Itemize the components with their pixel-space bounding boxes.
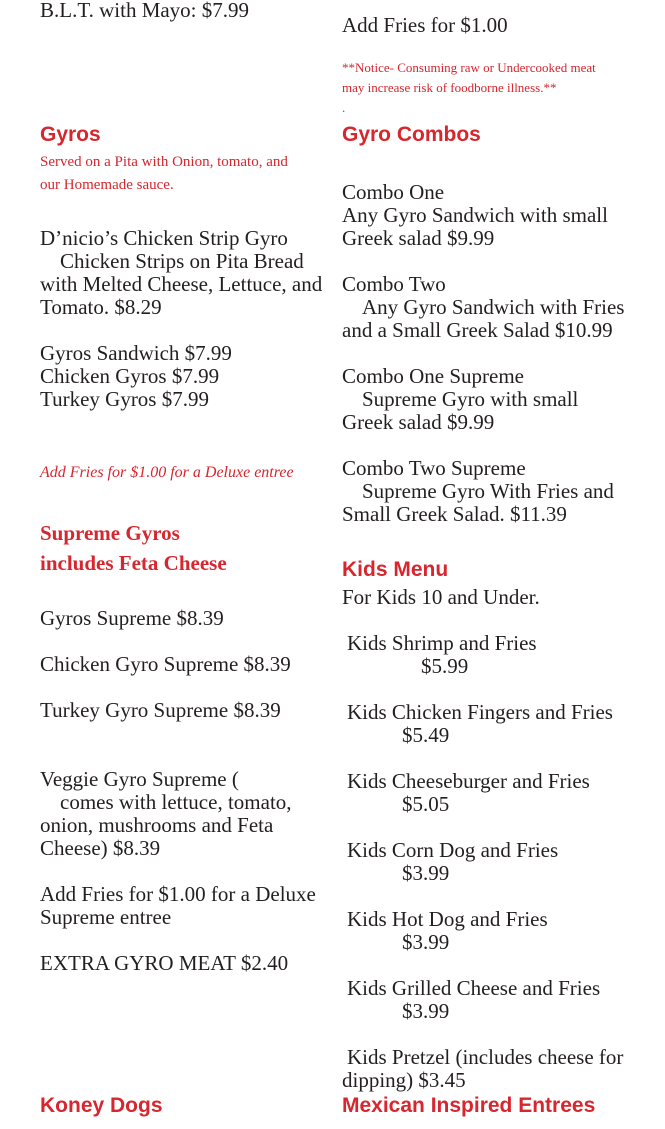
notice-line1: **Notice- Consuming raw or Undercooked meat — [342, 60, 596, 75]
veggie-gyro-price: Cheese) $8.39 — [40, 836, 161, 860]
combo-two-supreme-desc: Supreme Gyro With Fries and — [362, 479, 614, 503]
kids-pretzel-price: dipping) $3.45 — [342, 1068, 466, 1092]
combo-two-title: Combo Two — [342, 272, 446, 296]
dnicio-gyro-price: Tomato. $8.29 — [40, 295, 162, 319]
gyros-description-line1: Served on a Pita with Onion, tomato, and — [40, 154, 288, 170]
kids-hotdog-item: Kids Hot Dog and Fries — [347, 907, 548, 931]
kids-menu-heading: Kids Menu — [342, 558, 449, 581]
chicken-gyros-item: Chicken Gyros $7.99 — [40, 364, 220, 388]
koney-dogs-heading: Koney Dogs — [40, 1094, 163, 1117]
kids-grilled-cheese-item: Kids Grilled Cheese and Fries — [347, 976, 601, 1000]
deluxe-fries-note: Add Fries for $1.00 for a Deluxe entree — [40, 464, 294, 481]
dnicio-gyro-desc1: Chicken Strips on Pita Bread — [60, 249, 304, 273]
supreme-gyros-subheading: includes Feta Cheese — [40, 551, 227, 575]
gyros-supreme-item: Gyros Supreme $8.39 — [40, 606, 224, 630]
dnicio-gyro-title: D’nicio’s Chicken Strip Gyro — [40, 226, 288, 250]
veggie-gyro-desc2: onion, mushrooms and Feta — [40, 813, 274, 837]
combo-one-supreme-desc: Supreme Gyro with small — [362, 387, 579, 411]
kids-grilled-cheese-price: $3.99 — [402, 999, 450, 1023]
notice-line2: may increase risk of foodborne illness.** — [342, 80, 557, 95]
kids-pretzel-item: Kids Pretzel (includes cheese for — [347, 1045, 624, 1069]
supreme-fries-note2: Supreme entree — [40, 905, 172, 929]
combo-one-supreme-price: Greek salad $9.99 — [342, 410, 495, 434]
kids-menu-subtitle: For Kids 10 and Under. — [342, 585, 540, 609]
combo-two-desc: Any Gyro Sandwich with Fries — [362, 295, 625, 319]
turkey-gyros-item: Turkey Gyros $7.99 — [40, 387, 209, 411]
mexican-entrees-heading: Mexican Inspired Entrees — [342, 1094, 596, 1117]
kids-corndog-item: Kids Corn Dog and Fries — [347, 838, 559, 862]
veggie-gyro-desc1: comes with lettuce, tomato, — [60, 790, 292, 814]
kids-cheeseburger-price: $5.05 — [402, 792, 450, 816]
combo-two-supreme-title: Combo Two Supreme — [342, 456, 526, 480]
combo-one-supreme-title: Combo One Supreme — [342, 364, 524, 388]
chicken-gyro-supreme-item: Chicken Gyro Supreme $8.39 — [40, 652, 291, 676]
kids-hotdog-price: $3.99 — [402, 930, 450, 954]
supreme-fries-note1: Add Fries for $1.00 for a Deluxe — [40, 882, 316, 906]
combo-one-price: Greek salad $9.99 — [342, 226, 495, 250]
combo-two-price: and a Small Greek Salad $10.99 — [342, 318, 613, 342]
add-fries-line: Add Fries for $1.00 — [342, 13, 508, 37]
veggie-gyro-title: Veggie Gyro Supreme ( — [40, 767, 239, 791]
extra-gyro-meat-item: EXTRA GYRO MEAT $2.40 — [40, 951, 289, 975]
combo-one-title: Combo One — [342, 180, 445, 204]
kids-chicken-item: Kids Chicken Fingers and Fries — [347, 700, 613, 724]
kids-chicken-price: $5.49 — [402, 723, 450, 747]
notice-dot: . — [342, 100, 346, 115]
supreme-gyros-heading: Supreme Gyros — [40, 521, 180, 545]
dnicio-gyro-desc2: with Melted Cheese, Lettuce, and — [40, 272, 323, 296]
kids-corndog-price: $3.99 — [402, 861, 450, 885]
gyros-heading: Gyros — [40, 123, 101, 146]
combo-one-desc: Any Gyro Sandwich with small — [342, 203, 608, 227]
kids-cheeseburger-item: Kids Cheeseburger and Fries — [347, 769, 590, 793]
turkey-gyro-supreme-item: Turkey Gyro Supreme $8.39 — [40, 698, 281, 722]
gyros-description-line2: our Homemade sauce. — [40, 177, 174, 193]
kids-shrimp-item: Kids Shrimp and Fries — [347, 631, 537, 655]
gyro-combos-heading: Gyro Combos — [342, 123, 481, 146]
kids-shrimp-price: $5.99 — [421, 654, 469, 678]
blt-item: B.L.T. with Mayo: $7.99 — [40, 0, 250, 22]
combo-two-supreme-price: Small Greek Salad. $11.39 — [342, 502, 567, 526]
gyros-sandwich-item: Gyros Sandwich $7.99 — [40, 341, 232, 365]
